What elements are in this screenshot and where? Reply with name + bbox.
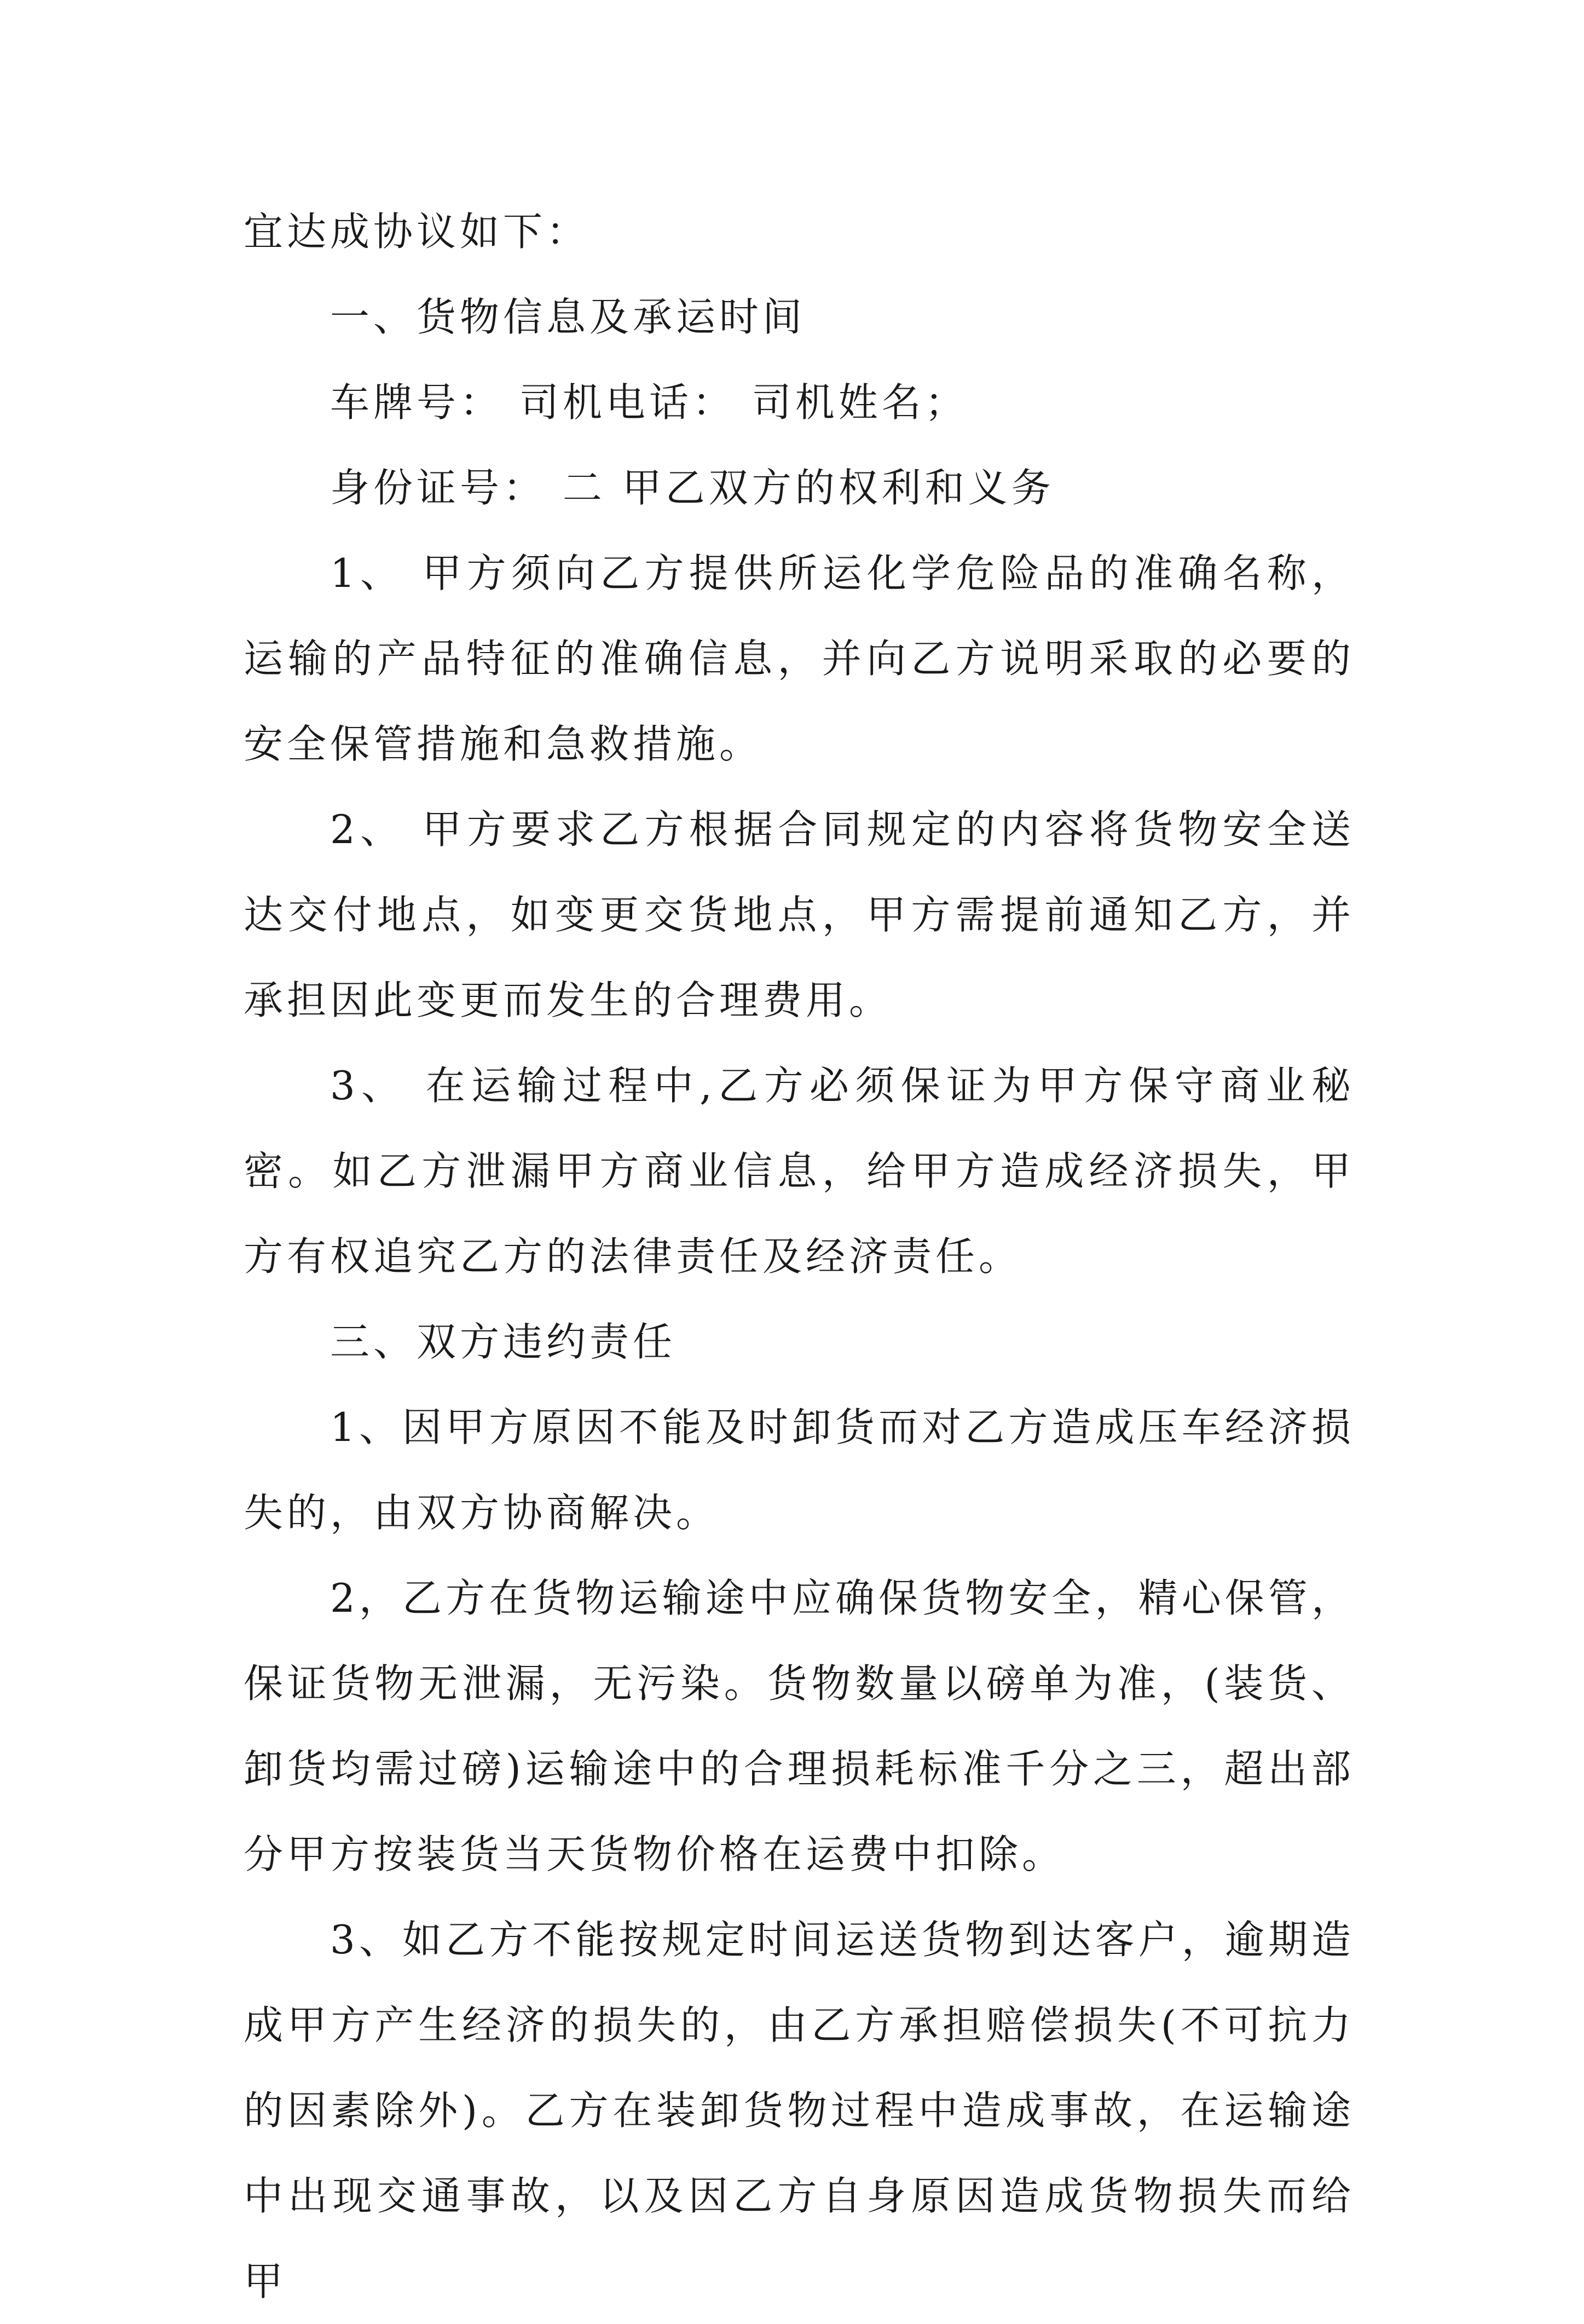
paragraph-clause-3: 3、 在运输过程中,乙方必须保证为甲方保守商业秘密。如乙方泄漏甲方商业信息，给甲方造成经济损失，甲方有权追究乙方的法律责任及经济责任。 [244,1063,1355,1279]
paragraph-breach-1: 1、因甲方原因不能及时卸货而对乙方造成压车经济损失的，由双方协商解决。 [244,1404,1355,1536]
heading-breach-liability: 三、双方违约责任 [330,1319,677,1365]
paragraph-agreement-intro: 宜达成协议如下： [244,209,590,255]
document-body [244,189,1355,2324]
paragraph-breach-2: 2，乙方在货物运输途中应确保货物安全，精心保管，保证货物无泄漏，无污染。货物数量以磅单为准，(装货、卸货均需过磅)运输途中的合理损耗标准千分之三，超出部分甲方按装货当天货物价格在运费中扣除。 [244,1575,1355,1877]
paragraph-vehicle-driver: 车牌号： 司机电话： 司机姓名； [330,379,968,425]
paragraph-id-rights-heading: 身份证号： 二 甲乙双方的权利和义务 [330,465,1055,511]
paragraph-clause-1: 1、 甲方须向乙方提供所运化学危险品的准确名称，运输的产品特征的准确信息，并向乙方说明采取的必要的安全保管措施和急救措施。 [244,550,1355,767]
paragraph-clause-2: 2、 甲方要求乙方根据合同规定的内容将货物安全送达交付地点，如变更交货地点，甲方需提前通知乙方，并承担因此变更而发生的合理费用。 [244,806,1355,1023]
paragraph-breach-3: 3、如乙方不能按规定时间运送货物到达客户，逾期造成甲方产生经济的损失的，由乙方承担赔偿损失(不可抗力的因素除外)。乙方在装卸货物过程中造成事故，在运输途中出现交通事故，以及因乙方自身原因造成货物损失而给甲 [244,1917,1355,2304]
heading-goods-info: 一、货物信息及承运时间 [330,294,806,340]
